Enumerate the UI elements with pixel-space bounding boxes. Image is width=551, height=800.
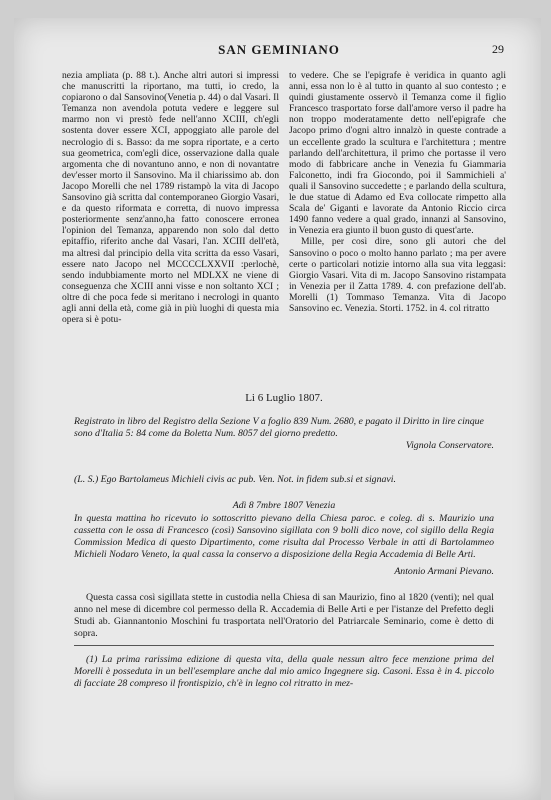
conservator-signature: Vignola Conservatore. xyxy=(405,440,494,451)
adi-date-line: Adì 8 7mbre 1807 Venezia xyxy=(232,500,336,511)
registration-text: Registrato in libro del Registro della Sezione V a foglio 839 Num. 2680, e pagato il Diritto in lire cinque sono d'Italia 5: 84 come da Boletta Num. 8057 del giorno predetto. xyxy=(74,416,484,439)
book-page xyxy=(14,18,541,800)
verbale-paragraph: In questa mattina ho ricevuto io sottoscritto pievano della Chiesa paroc. e coleg. di s. Maurizio una cassetta con le ossa di Francesco (così) Sansovino sigillata con 9 bolli dico nove, col sigillo della Regia Commission Medica di questo Dipartimento, come risulta dal Processo Verbale in atti di Bartolammeo Michieli Nodaro Veneto, la qual cassa la conservo a disposizione della Regia Accademia di Belle Arti. xyxy=(74,513,494,560)
right-column xyxy=(289,70,506,378)
left-column-text: nezia ampliata (p. 88 t.). Anche altri autori si impressi che manuscritti la riportano, ma tutti, io credo, la copiarono o dal Sansovino(Venetia p. 44) o dal Vasari. Il Temanza non avendola potuta vedere e leggere sul marmo non vi prestò fede nell'anno XCIII, ch'egli sostenta dover essere XCI, appoggiato alle parole del necrologio di s. Basso: da me sopra riportate, e a certo sua geometrica, com'egli dice, osservazione dalla quale argomenta che di novantuno anno, e non di novantatre dev'esser morto il Sansovino. Ma il chiarissimo ab. don Jacopo Morelli che nel 1789 ristampò la vita di Jacopo Sansovino già scritta dal contemporaneo Giorgio Vasari, e da questo riformata e corretta, di nuovo impressa posteriormente senz'anno,ha fatto conoscere erronea l'opinion del Temanza, apparendo non solo dal detto epitaffio, riferito anche dal Vasari, l'an. XCIII dell'età, ma altresì dal principio della vita scritta da esso Vasari, essere nato Jacopo nel MCCCCLXXVII :perlochè, sendo indubbiamente morto nel MDLXX ne viene di conseguenza che XCIII anni visse e non soltanto XCI ; oltre di che poca fede si meritano i necrologi in quanto agli anni della età, come già in più luoghi di questa mia opera si è potu- xyxy=(62,70,279,326)
two-column-body xyxy=(62,70,506,378)
pievano-signature: Antonio Armani Pievano. xyxy=(394,566,494,577)
right-column-paragraph-2: Mille, per così dire, sono gli autori che del Sansovino o poco o molto hanno parlato ; ma per avere certe o particolari notizie intorno alla sua vita leggasi: Giorgio Vasari. Vita di m. Jacopo Sansovino ristampata in Venezia per il Zatta 1789. 4. con prefazione dell'ab. Morelli (1) Tommaso Temanza. Vita di Jacopo Sansovino ec. Venezia. Storti. 1752. in 4. col ritratto xyxy=(289,236,506,314)
cassa-paragraph: Questa cassa così sigillata stette in custodia nella Chiesa di san Maurizio, fino al 1820 (venti); nel qual anno nel mese di dicembre col permesso della R. Accademia di Belle Arti e per l'istanze del Prefetto degli Studi ab. Giannantonio Moschini fu trasportata nell'Oratorio del Patriarcale Seminario, come è detto di sopra. xyxy=(74,592,494,639)
left-column xyxy=(62,70,279,378)
document-date: Li 6 Luglio 1807. xyxy=(245,392,323,404)
registration-block xyxy=(74,416,494,452)
header-title: SAN GEMINIANO xyxy=(218,42,340,57)
notary-line: (L. S.) Ego Bartolameus Michieli civis ac pub. Ven. Not. in fidem sub.si et signavi. xyxy=(74,474,396,485)
page-number: 29 xyxy=(492,42,504,56)
footnote-divider xyxy=(74,645,494,646)
running-header xyxy=(64,42,504,58)
right-column-paragraph-1: to vedere. Che se l'epigrafe è veridica in quanto agli anni, essa non lo è al tutto in quanto al suo contesto ; e quindi giustamente osservò il Temanza come il figlio Francesco trasportato forse dall'amore verso il padre ha non troppo moderatamente detto nell'epigrafe che Jacopo primo d'ogni altro innalzò in queste contrade a un eccellente grado la scultura e l'architettura ; mentre parlando dell'architettura, il primo che portasse il vero modo di fabbricare anche in Venezia fu Giammaria Falconetto, indi fra Giocondo, poi il Sammichieli a' quali il Sansovino succedette ; e parlando della scultura, le due statue di Adamo ed Eva collocate rimpetto alla Scala de' Giganti e lavorate da Antonio Riccio circa 1490 fanno vedere a qual grado, innanzi al Sansovino, in Venezia era giunto il buon gusto di quest'arte. xyxy=(289,70,506,237)
footnote: (1) La prima rarissima edizione di questa vita, della quale nessun altro fece menzione prima del Morelli è posseduta in un bell'esemplare anche dal mio amico Ingegnere sig. Casoni. Essa è in 4. piccolo di facciate 28 compreso il frontispizio, ch'è in legno col ritratto in mez- xyxy=(74,654,494,689)
